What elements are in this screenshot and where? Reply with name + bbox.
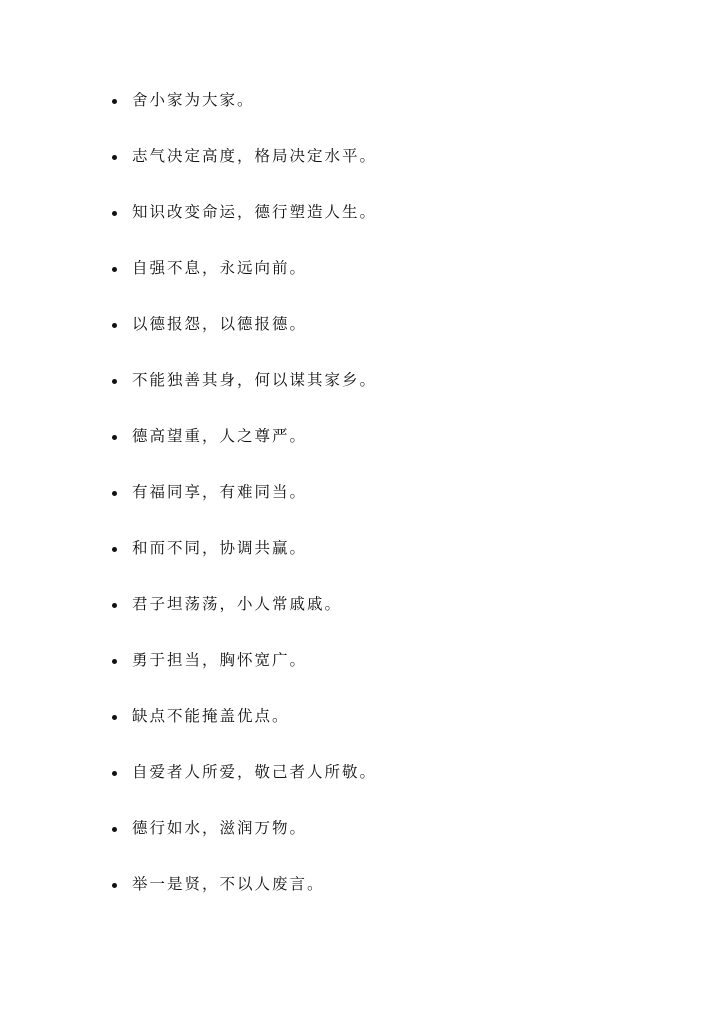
- list-item-text: 和而不同，协调共赢。: [132, 539, 308, 557]
- bullet-icon: [110, 632, 120, 688]
- bullet-icon: [110, 296, 120, 352]
- bullet-icon: [110, 240, 120, 296]
- list-item: [0, 520, 720, 576]
- bullet-icon: [110, 464, 120, 520]
- bullet-icon: [110, 520, 120, 576]
- bullet-icon: [110, 576, 120, 632]
- list-item: [0, 688, 720, 744]
- list-item-text: 不能独善其身，何以谋其家乡。: [132, 371, 378, 389]
- list-item: [0, 856, 720, 912]
- list-item-text: 舍小家为大家。: [132, 91, 255, 109]
- bullet-icon: [110, 72, 120, 128]
- bullet-icon: [110, 856, 120, 912]
- list-item: [0, 240, 720, 296]
- list-item: [0, 464, 720, 520]
- bullet-icon: [110, 688, 120, 744]
- bullet-icon: [110, 744, 120, 800]
- bullet-icon: [110, 800, 120, 856]
- list-item-text: 有福同享，有难同当。: [132, 483, 308, 501]
- list-item: [0, 744, 720, 800]
- quote-list: [0, 72, 720, 912]
- list-item-text: 自爱者人所爱，敬己者人所敬。: [132, 763, 378, 781]
- list-item: [0, 296, 720, 352]
- list-item-text: 知识改变命运，德行塑造人生。: [132, 203, 378, 221]
- list-item: [0, 72, 720, 128]
- list-item-text: 勇于担当，胸怀宽广。: [132, 651, 308, 669]
- list-item: [0, 128, 720, 184]
- bullet-icon: [110, 184, 120, 240]
- list-item: [0, 352, 720, 408]
- list-item: [0, 184, 720, 240]
- list-item-text: 自强不息，永远向前。: [132, 259, 308, 277]
- list-item-text: 德高望重，人之尊严。: [132, 427, 308, 445]
- list-item-text: 君子坦荡荡，小人常戚戚。: [132, 595, 343, 613]
- list-item: [0, 408, 720, 464]
- list-item-text: 德行如水，滋润万物。: [132, 819, 308, 837]
- list-item-text: 志气决定高度，格局决定水平。: [132, 147, 378, 165]
- list-item-text: 以德报怨，以德报德。: [132, 315, 308, 333]
- bullet-icon: [110, 128, 120, 184]
- list-item: [0, 576, 720, 632]
- list-item: [0, 800, 720, 856]
- list-item-text: 缺点不能掩盖优点。: [132, 707, 290, 725]
- list-item-text: 举一是贤，不以人废言。: [132, 875, 325, 893]
- bullet-icon: [110, 352, 120, 408]
- bullet-icon: [110, 408, 120, 464]
- list-item: [0, 632, 720, 688]
